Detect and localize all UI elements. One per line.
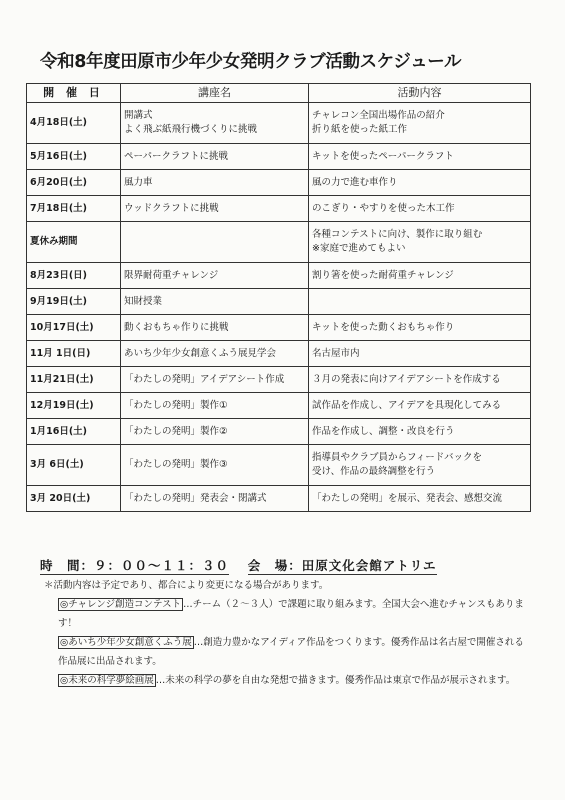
lecture-name <box>121 419 309 445</box>
activity-content <box>309 367 531 393</box>
schedule-note: ＊活動内容は予定であり、都合により変更になる場合があります。 <box>44 580 329 591</box>
schedule-date: 11月21日(土) <box>27 367 121 393</box>
schedule-date: 9月19日(土) <box>27 289 121 315</box>
table-row <box>27 341 531 367</box>
activity-content-line: 試作品を作成し、アイデアを具現化してみる <box>312 399 502 411</box>
page-title: 令和8年度田原市少年少女発明クラブ活動スケジュール <box>40 52 462 72</box>
activity-content-line: 割り箸を使った耐荷重チャレンジ <box>312 269 454 281</box>
activity-content-line: キットを使ったペーパークラフト <box>312 150 454 162</box>
activity-content-line: キットを使った動くおもちゃ作り <box>312 321 455 333</box>
lecture-name-line: あいち少年少女創意くふう展見学会 <box>124 347 277 359</box>
lecture-name <box>121 289 309 315</box>
lecture-name <box>121 445 309 486</box>
lecture-name <box>121 144 309 170</box>
schedule-table <box>26 83 531 512</box>
contest-name: ◎未来の科学夢絵画展 <box>60 675 154 686</box>
activity-content-line: 名古屋市内 <box>312 347 360 359</box>
schedule-date: 8月23日(日) <box>27 263 121 289</box>
activity-content-line: 風の力で進む車作り <box>312 176 398 188</box>
activity-content-line: 指導員やクラブ員からフィードバックを <box>312 452 483 463</box>
lecture-name <box>121 222 309 263</box>
lecture-name-line: 「わたしの発明」製作① <box>124 399 228 411</box>
table-row <box>27 263 531 289</box>
contest-desc: …創造力豊かなアイディア作品をつくります。優秀作品は名古屋で開催される作品展に出品されます。 <box>58 637 524 667</box>
table-row <box>27 103 531 144</box>
table-row <box>27 222 531 263</box>
schedule-date: 1月16日(土) <box>27 419 121 445</box>
table-row <box>27 196 531 222</box>
lecture-name-line: 動くおもちゃ作りに挑戦 <box>124 321 229 333</box>
activity-content <box>309 419 531 445</box>
activity-content <box>309 196 531 222</box>
activity-content <box>309 144 531 170</box>
schedule-date: 3月 6日(土) <box>27 445 121 486</box>
schedule-date: 3月 20日(土) <box>27 486 121 512</box>
activity-content-line: 「わたしの発明」を展示、発表会、感想交流 <box>312 492 503 504</box>
schedule-date: 7月18日(土) <box>27 196 121 222</box>
lecture-name <box>121 341 309 367</box>
contest-desc: …チーム（２～３人）で課題に取り組みます。全国大会へ進むチャンスもあります！ <box>58 599 524 629</box>
lecture-name-line: 「わたしの発明」発表会・閉講式 <box>124 492 267 504</box>
lecture-name <box>121 103 309 144</box>
table-row <box>27 486 531 512</box>
contest-drawing <box>58 671 528 690</box>
activity-content <box>309 315 531 341</box>
header-activity: 活動内容 <box>309 84 531 103</box>
lecture-name-line: 限界耐荷重チャレンジ <box>124 269 219 281</box>
activity-content <box>309 445 531 486</box>
activity-content <box>309 222 531 263</box>
activity-content-line: ※家庭で進めてもよい <box>312 243 406 254</box>
activity-content-line: 折り紙を使った紙工作 <box>312 124 408 135</box>
table-row <box>27 393 531 419</box>
activity-content-line: のこぎり・やすりを使った木工作 <box>312 202 455 214</box>
venue-label: 会 場：田原文化会館アトリエ <box>247 558 437 573</box>
activity-content <box>309 341 531 367</box>
activity-content-line: チャレコン全国出場作品の紹介 <box>312 110 445 121</box>
contest-challenge <box>58 595 528 633</box>
contest-desc: …未来の科学の夢を自由な発想で描きます。優秀作品は東京で作品が展示されます。 <box>155 675 516 686</box>
lecture-name-line: 風力車 <box>124 176 153 188</box>
table-row <box>27 445 531 486</box>
lecture-name-line: 「わたしの発明」製作② <box>124 425 228 437</box>
activity-content <box>309 486 531 512</box>
table-row <box>27 289 531 315</box>
lecture-name <box>121 170 309 196</box>
lecture-name-line: 知財授業 <box>124 295 163 307</box>
activity-content <box>309 393 531 419</box>
lecture-name-line: ペーパークラフトに挑戦 <box>124 150 229 162</box>
activity-content-line: ３月の発表に向けアイデアシートを作成する <box>312 373 501 385</box>
schedule-date: 10月17日(土) <box>27 315 121 341</box>
header-date: 開 催 日 <box>27 84 121 103</box>
table-row <box>27 315 531 341</box>
lecture-name <box>121 196 309 222</box>
schedule-date: 4月18日(土) <box>27 103 121 144</box>
lecture-name <box>121 315 309 341</box>
lecture-name-line: 開講式 <box>124 110 153 121</box>
lecture-name-line: 「わたしの発明」アイデアシート作成 <box>124 373 285 385</box>
activity-content <box>309 263 531 289</box>
activity-content-line: 受け、作品の最終調整を行う <box>312 466 436 477</box>
table-row <box>27 367 531 393</box>
contest-name: ◎あいち少年少女創意くふう展 <box>60 637 192 648</box>
lecture-name <box>121 367 309 393</box>
schedule-date: 5月16日(土) <box>27 144 121 170</box>
activity-content-line: 各種コンテストに向け、製作に取り組む <box>312 229 483 240</box>
activity-content-line: 作品を作成し、調整・改良を行う <box>312 425 455 437</box>
lecture-name-line: 「わたしの発明」製作③ <box>124 459 228 470</box>
contest-name: ◎チャレンジ創造コンテスト <box>60 599 182 610</box>
schedule-date: 6月20日(土) <box>27 170 121 196</box>
lecture-name <box>121 393 309 419</box>
activity-content <box>309 170 531 196</box>
schedule-date: 夏休み期間 <box>27 222 121 263</box>
schedule-date: 11月 1日(日) <box>27 341 121 367</box>
table-row <box>27 144 531 170</box>
activity-content <box>309 103 531 144</box>
schedule-date: 12月19日(土) <box>27 393 121 419</box>
contest-kufu <box>58 633 528 671</box>
lecture-name-line: ウッドクラフトに挑戦 <box>124 202 219 214</box>
header-lecture: 講座名 <box>121 84 309 103</box>
table-row <box>27 170 531 196</box>
lecture-name <box>121 486 309 512</box>
activity-content <box>309 289 531 315</box>
time-label: 時 間：９：００～１１：３０ <box>40 558 230 573</box>
lecture-name-line: よく飛ぶ紙飛行機づくりに挑戦 <box>124 124 258 135</box>
lecture-name <box>121 263 309 289</box>
table-header-row <box>27 84 531 103</box>
table-row <box>27 419 531 445</box>
time-venue-line <box>40 556 520 574</box>
